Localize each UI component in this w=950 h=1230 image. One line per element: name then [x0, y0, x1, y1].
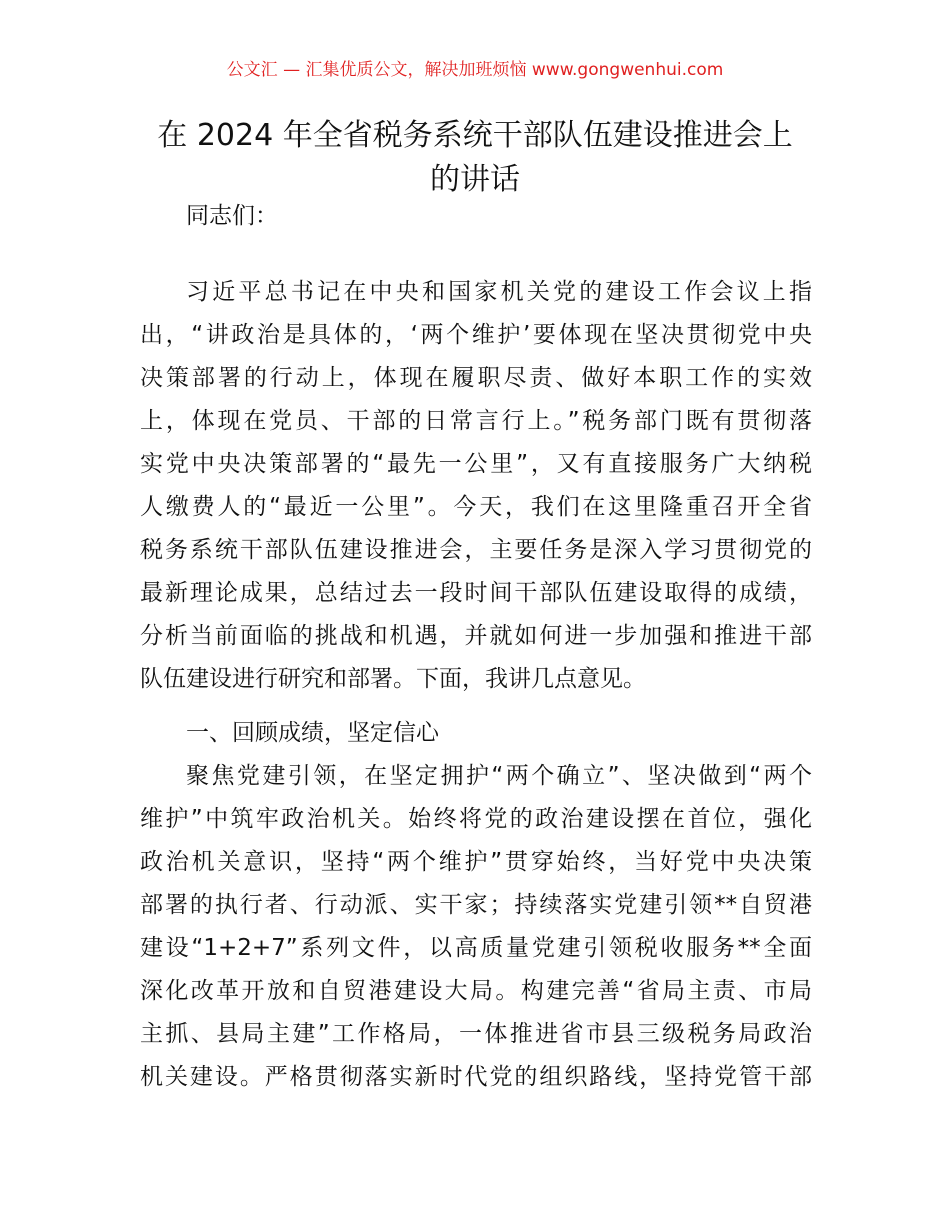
salutation: 同志们：: [186, 203, 278, 229]
text-line: 部署的执行者、行动派、实干家；持续落实党建引领**自贸港: [140, 892, 812, 918]
text-line: 最新理论成果，总结过去一段时间干部队伍建设取得的成绩，: [140, 580, 812, 606]
text-line: 人缴费人的“最近一公里”。今天，我们在这里隆重召开全省: [140, 494, 812, 520]
paragraph-2: [140, 755, 812, 1099]
text-line: 税务系统干部队伍建设推进会，主要任务是深入学习贯彻党的: [140, 537, 812, 563]
text-line: 出，“讲政治是具体的，‘两个维护’要体现在坚决贯彻党中央: [140, 322, 812, 348]
section-heading: 一、回顾成绩，坚定信心: [186, 720, 439, 746]
text-line: 建设“1+2+7”系列文件，以高质量党建引领税收服务**全面: [140, 935, 812, 961]
paragraph-1: [140, 271, 812, 701]
text-line: 聚焦党建引领，在坚定拥护“两个确立”、坚决做到“两个: [186, 763, 812, 789]
title-line: 的讲话: [430, 162, 520, 197]
text-line: 实党中央决策部署的“最先一公里”，又有直接服务广大纳税: [140, 451, 812, 477]
text-line: 分析当前面临的挑战和机遇，并就如何进一步加强和推进干部: [140, 623, 812, 649]
title-line: 在 2024 年全省税务系统干部队伍建设推进会上: [157, 118, 793, 153]
text-line: 队伍建设进行研究和部署。下面，我讲几点意见。: [140, 666, 646, 692]
salutation-block: [140, 195, 812, 238]
text-line: 深化改革开放和自贸港建设大局。构建完善“省局主责、市局: [140, 978, 812, 1004]
text-line: 机关建设。严格贯彻落实新时代党的组织路线，坚持党管干部: [140, 1064, 812, 1090]
document-title: [120, 114, 830, 202]
section-heading-block: [140, 712, 812, 755]
text-line: 上，体现在党员、干部的日常言行上。”税务部门既有贯彻落: [140, 408, 812, 434]
text-line: 维护”中筑牢政治机关。始终将党的政治建设摆在首位，强化: [140, 806, 812, 832]
text-line: 习近平总书记在中央和国家机关党的建设工作会议上指: [186, 279, 812, 305]
text-line: 决策部署的行动上，体现在履职尽责、做好本职工作的实效: [140, 365, 812, 391]
text-line: 政治机关意识，坚持“两个维护”贯穿始终，当好党中央决策: [140, 849, 812, 875]
site-banner: 公文汇 — 汇集优质公文，解决加班烦恼 www.gongwenhui.com: [226, 60, 724, 80]
text-line: 主抓、县局主建”工作格局，一体推进省市县三级税务局政治: [140, 1021, 812, 1047]
